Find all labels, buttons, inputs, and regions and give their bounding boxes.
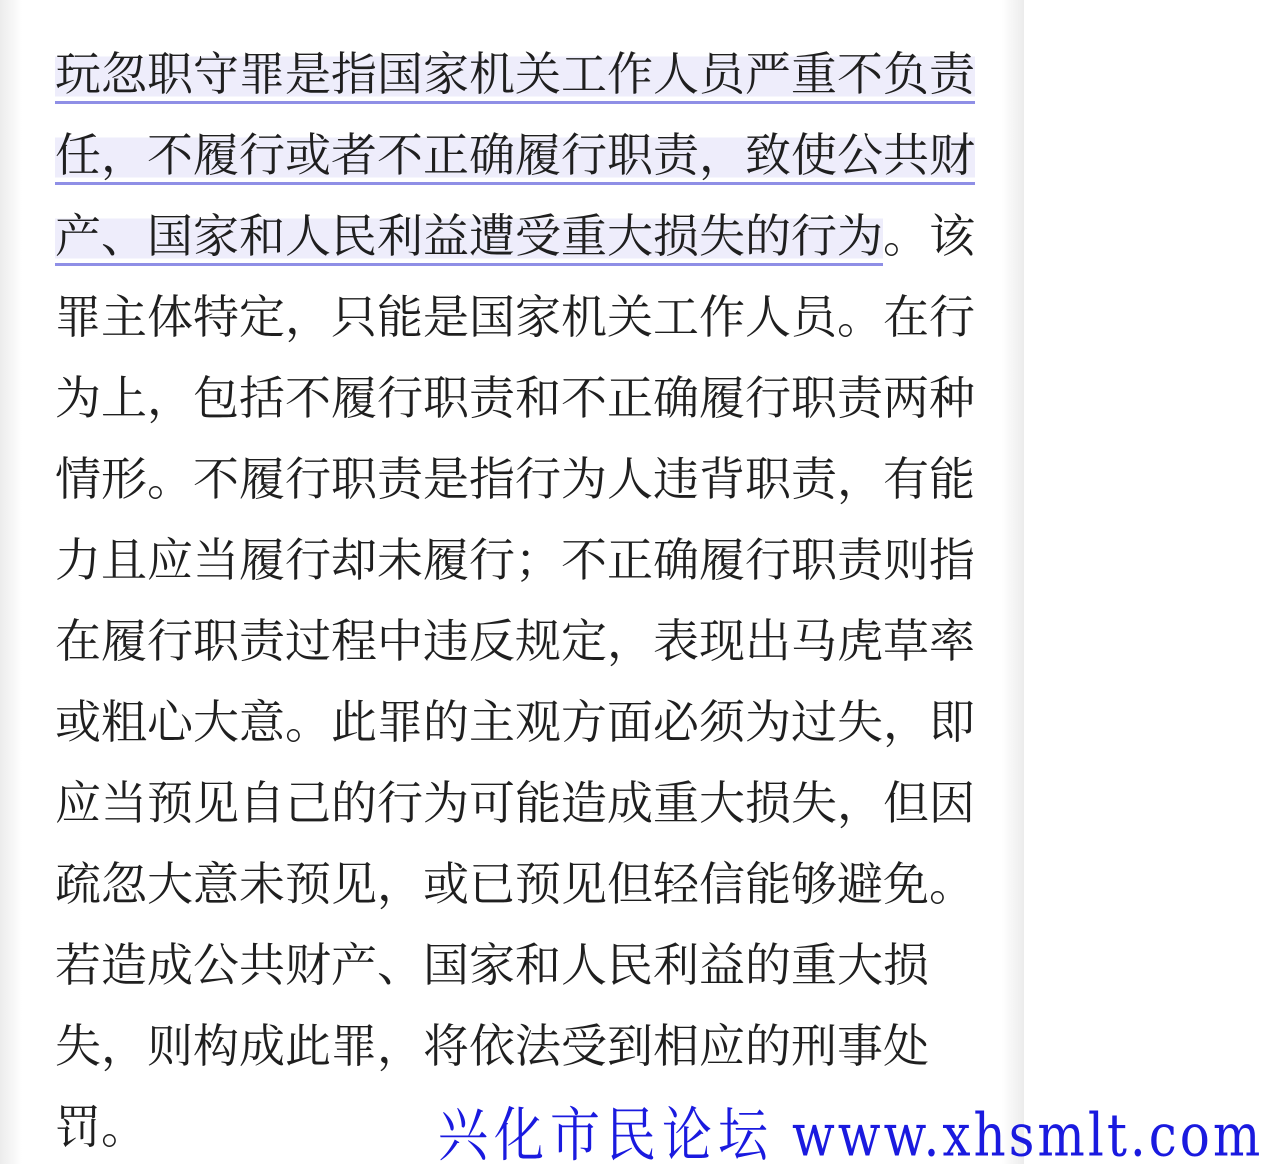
watermark-url: www.xhsmlt.com [792,1100,1263,1170]
article-line-9: 或粗心大意。此罪的主观方面必须为过失，即 [55,695,975,749]
article-body [55,34,975,1168]
article-line-7: 力且应当履行却未履行；不正确履行职责则指 [55,533,975,587]
article-line-1 [55,34,975,115]
article-text: 。该 [883,209,975,263]
article-line-2 [55,115,975,196]
highlighted-text[interactable]: 玩忽职守罪是指国家机关工作人员严重不负责 [55,47,975,104]
article-line-13: 失，则构成此罪，将依法受到相应的刑事处 [55,1019,929,1073]
right-edge-shadow [1002,0,1024,1164]
article-line-14: 罚。 [55,1100,147,1154]
article-line-11: 疏忽大意未预见，或已预见但轻信能够避免。 [55,857,975,911]
article-line-8: 在履行职责过程中违反规定，表现出马虎草率 [55,614,975,668]
article-line-12: 若造成公共财产、国家和人民利益的重大损 [55,938,929,992]
article-line-5: 为上，包括不履行职责和不正确履行职责两种 [55,371,975,425]
watermark-name: 兴化市民论坛 [438,1100,774,1170]
left-edge-shadow [0,0,22,1164]
highlighted-text[interactable]: 产、国家和人民利益遭受重大损失的行为 [55,209,883,266]
article-line-10: 应当预见自己的行为可能造成重大损失，但因 [55,776,975,830]
highlighted-text[interactable]: 任，不履行或者不正确履行职责，致使公共财 [55,128,975,185]
article-line-3 [55,196,975,277]
article-line-4: 罪主体特定，只能是国家机关工作人员。在行 [55,290,975,344]
article-line-6: 情形。不履行职责是指行为人违背职责，有能 [55,452,975,506]
forum-watermark [438,1088,1263,1173]
